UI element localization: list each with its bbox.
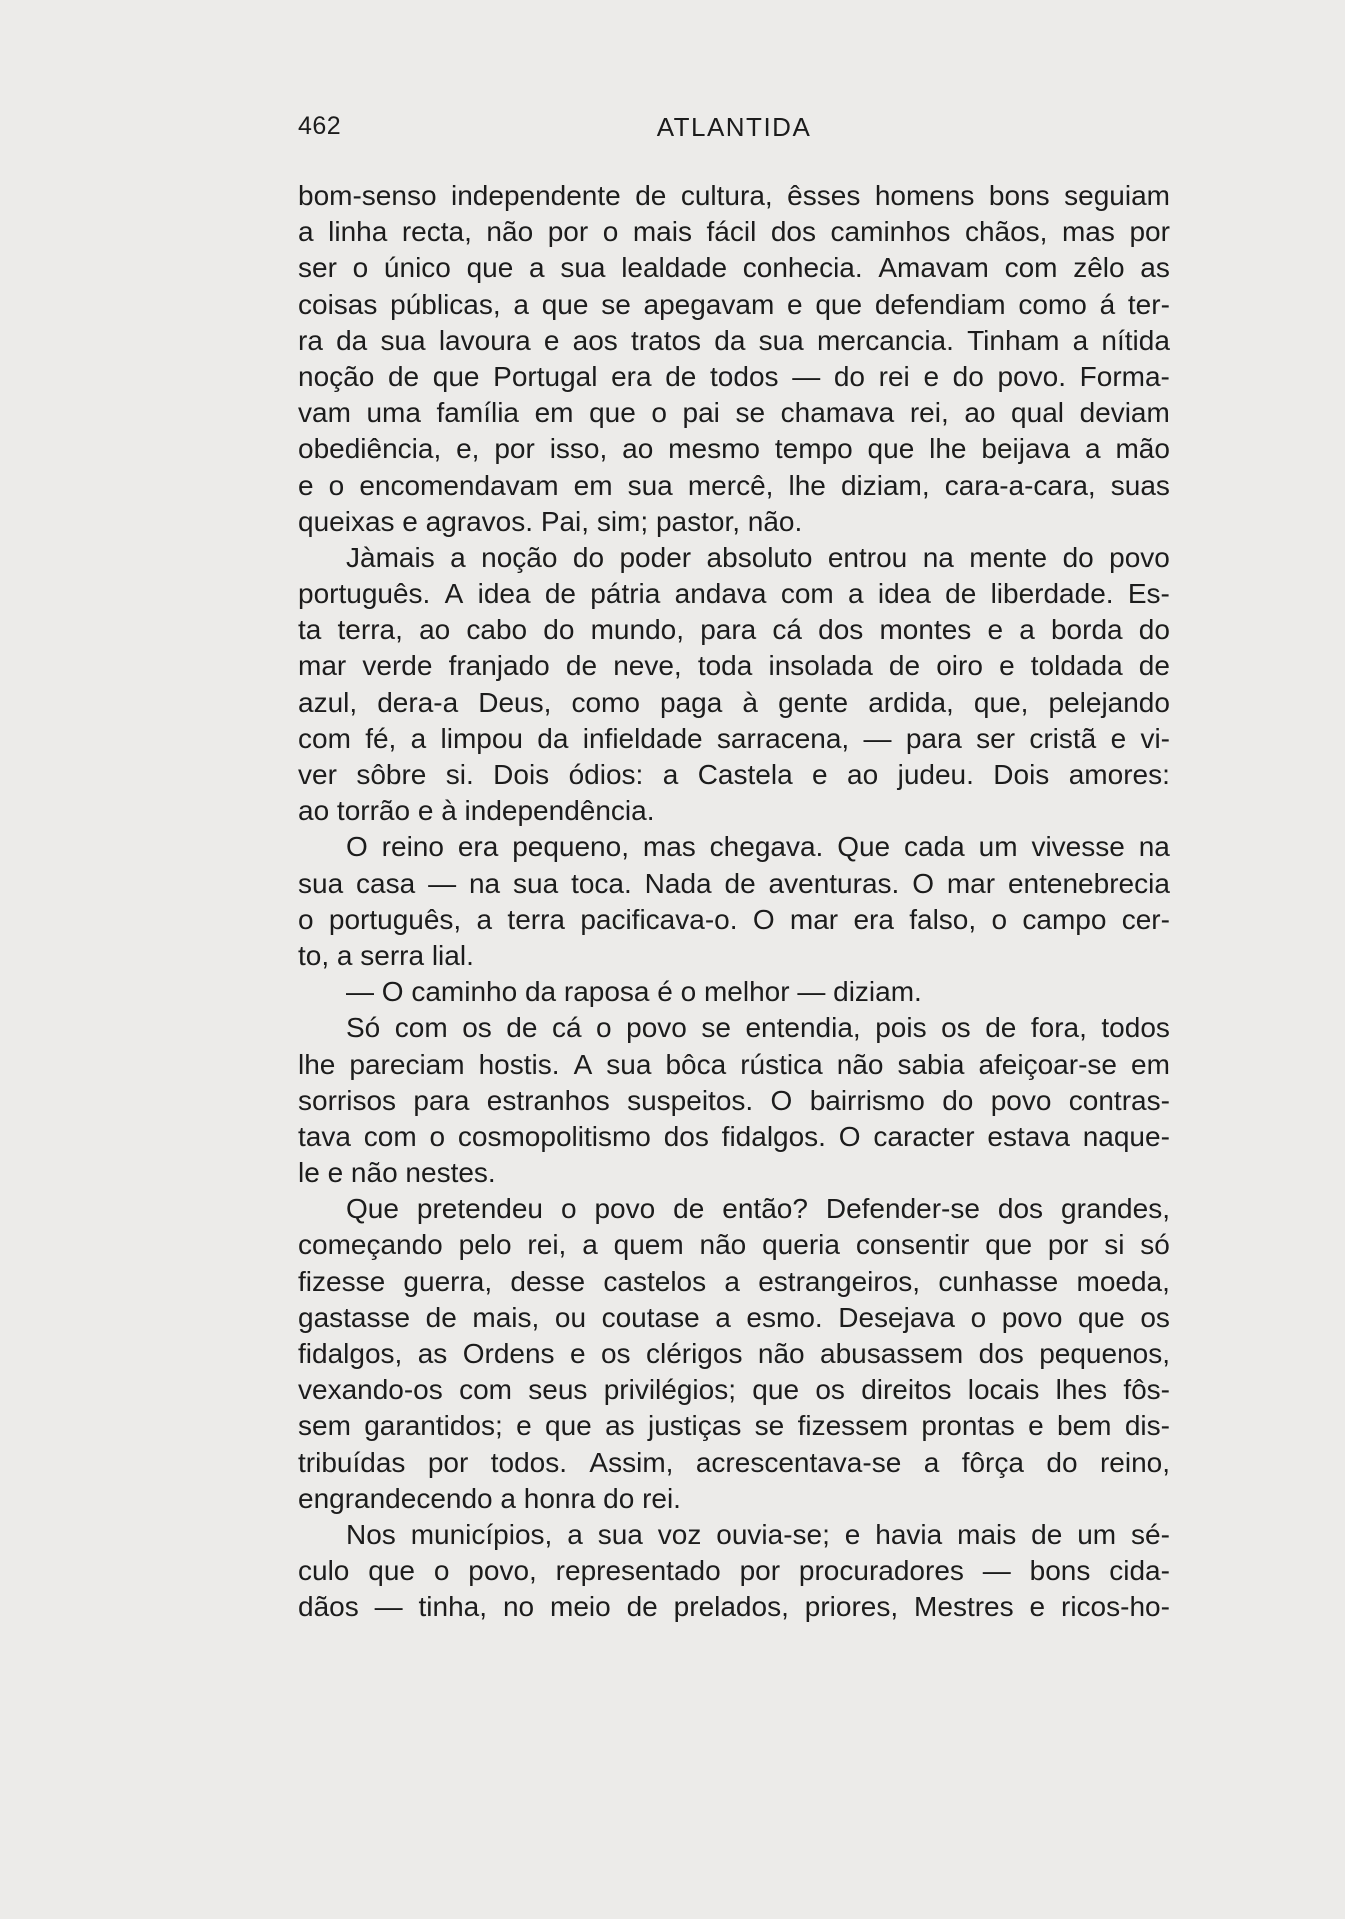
text-line: bom-senso independente de cultura, êsses homens bons seguiam [298, 180, 1170, 211]
text-line: gastasse de mais, ou coutase a esmo. Desejava o povo que os [298, 1301, 1170, 1333]
text-line: sorrisos para estranhos suspeitos. O bairrismo do povo contras- [298, 1084, 1170, 1116]
text-line: português. A idea de pátria andava com a idea de liberdade. Es- [298, 578, 1170, 610]
page-header [298, 112, 1170, 152]
text-line: vam uma família em que o pai se chamava rei, ao qual deviam [298, 397, 1170, 429]
text-line: Só com os de cá o povo se entendia, pois os de fora, todos [346, 1012, 1170, 1044]
text-line: tava com o cosmopolitismo dos fidalgos. O caracter estava naque- [298, 1120, 1170, 1152]
text-line: começando pelo rei, a quem não queria consentir que por si só [298, 1229, 1170, 1261]
text-line: queixas e agravos. Pai, sim; pastor, não. [298, 505, 803, 537]
text-line: ver sôbre si. Dois ódios: a Castela e ao judeu. Dois amores: [298, 759, 1170, 790]
text-line: e o encomendavam em sua mercê, lhe diziam, cara-a-cara, suas [298, 469, 1170, 501]
text-line: to, a serra lial. [298, 939, 474, 971]
text-line: dãos — tinha, no meio de prelados, priores, Mestres e ricos-ho- [298, 1591, 1170, 1623]
page-number: 462 [298, 112, 342, 140]
text-line: noção de que Portugal era de todos — do rei e do povo. Forma- [298, 360, 1170, 392]
text-line: fidalgos, as Ordens e os clérigos não abusassem dos pequenos, [298, 1338, 1170, 1369]
text-line: lhe pareciam hostis. A sua bôca rústica não sabia afeiçoar-se em [298, 1048, 1170, 1080]
text-line: coisas públicas, a que se apegavam e que defendiam como á ter- [298, 288, 1170, 320]
text-line: sem garantidos; e que as justiças se fizessem prontas e bem dis- [298, 1410, 1170, 1442]
text-line: vexando-os com seus privilégios; que os direitos locais lhes fôs- [298, 1374, 1170, 1406]
text-line: — O caminho da raposa é o melhor — diziam. [346, 976, 922, 1008]
text-line: tribuídas por todos. Assim, acrescentava-se a fôrça do reino, [298, 1446, 1170, 1478]
text-line: ser o único que a sua lealdade conhecia. Amavam com zêlo as [298, 252, 1170, 284]
text-line: ra da sua lavoura e aos tratos da sua mercancia. Tinham a nítida [298, 324, 1170, 356]
text-line: culo que o povo, representado por procuradores — bons cida- [298, 1555, 1170, 1587]
text-line: obediência, e, por isso, ao mesmo tempo que lhe beijava a mão [298, 433, 1170, 465]
text-line: fizesse guerra, desse castelos a estrangeiros, cunhasse moeda, [298, 1265, 1170, 1297]
text-line: azul, dera-a Deus, como paga à gente ardida, que, pelejando [298, 686, 1170, 718]
text-line: o português, a terra pacificava-o. O mar era falso, o campo cer- [298, 903, 1170, 935]
text-line: com fé, a limpou da infieldade sarracena, — para ser cristã e vi- [298, 722, 1170, 754]
text-line: O reino era pequeno, mas chegava. Que cada um vivesse na [346, 831, 1170, 863]
text-line: ta terra, ao cabo do mundo, para cá dos montes e a borda do [298, 614, 1170, 646]
text-line: le e não nestes. [298, 1157, 496, 1189]
text-line: mar verde franjado de neve, toda insolada de oiro e toldada de [298, 650, 1170, 682]
text-line: Jàmais a noção do poder absoluto entrou na mente do povo [346, 541, 1170, 573]
text-line: sua casa — na sua toca. Nada de aventuras. O mar entenebrecia [298, 867, 1170, 899]
text-line: Que pretendeu o povo de então? Defender-se dos grandes, [346, 1193, 1170, 1225]
text-line: Nos municípios, a sua voz ouvia-se; e havia mais de um sé- [346, 1518, 1170, 1550]
body-text [298, 178, 1170, 1626]
running-title: ATLANTIDA [656, 112, 812, 142]
text-line: a linha recta, não por o mais fácil dos caminhos chãos, mas por [298, 216, 1170, 248]
text-line: ao torrão e à independência. [298, 795, 655, 827]
text-line: engrandecendo a honra do rei. [298, 1482, 681, 1514]
